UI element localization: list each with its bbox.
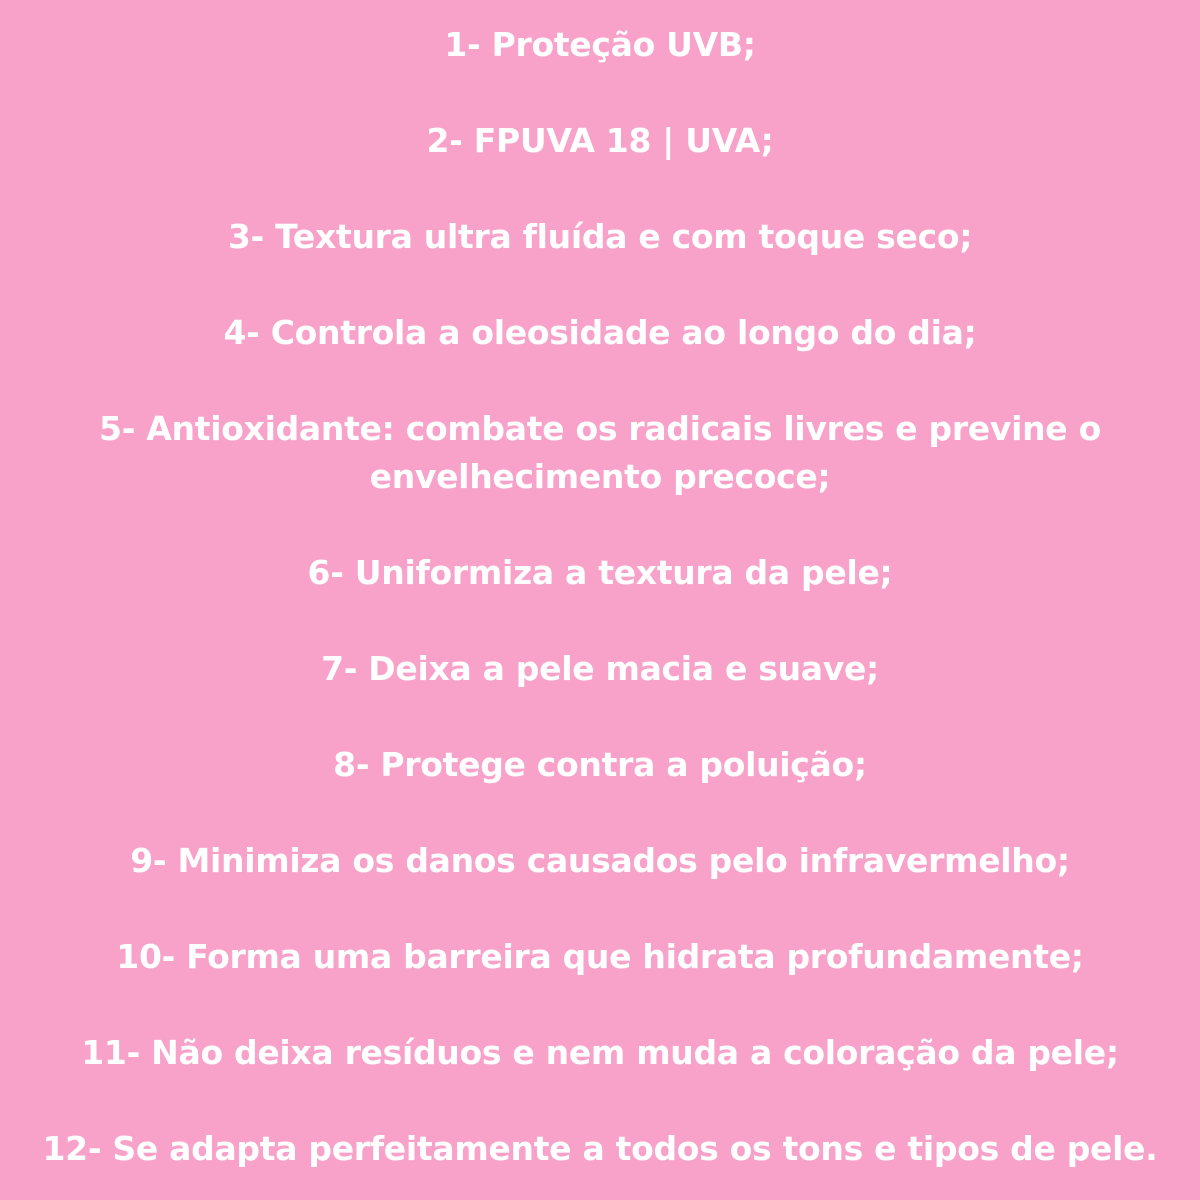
benefit-item-7: 7- Deixa a pele macia e suave; bbox=[321, 649, 879, 688]
benefit-item-11: 11- Não deixa resíduos e nem muda a coloração da pele; bbox=[81, 1033, 1119, 1072]
benefit-item-6: 6- Uniformiza a textura da pele; bbox=[307, 553, 893, 592]
benefit-item-10: 10- Forma uma barreira que hidrata profundamente; bbox=[116, 937, 1084, 976]
benefit-item-5-line-1: 5- Antioxidante: combate os radicais livres e previne o bbox=[99, 409, 1101, 448]
benefit-item-5-line-2: envelhecimento precoce; bbox=[369, 457, 831, 496]
benefit-item-8: 8- Protege contra a poluição; bbox=[333, 745, 867, 784]
benefit-item-2: 2- FPUVA 18 | UVA; bbox=[426, 121, 774, 160]
benefit-item-9: 9- Minimiza os danos causados pelo infravermelho; bbox=[130, 841, 1070, 880]
benefit-item-3: 3- Textura ultra fluída e com toque seco; bbox=[227, 217, 973, 256]
benefit-item-4: 4- Controla a oleosidade ao longo do dia; bbox=[223, 313, 977, 352]
benefit-item-1: 1- Proteção UVB; bbox=[444, 25, 756, 64]
benefit-item-12: 12- Se adapta perfeitamente a todos os tons e tipos de pele. bbox=[42, 1129, 1158, 1168]
